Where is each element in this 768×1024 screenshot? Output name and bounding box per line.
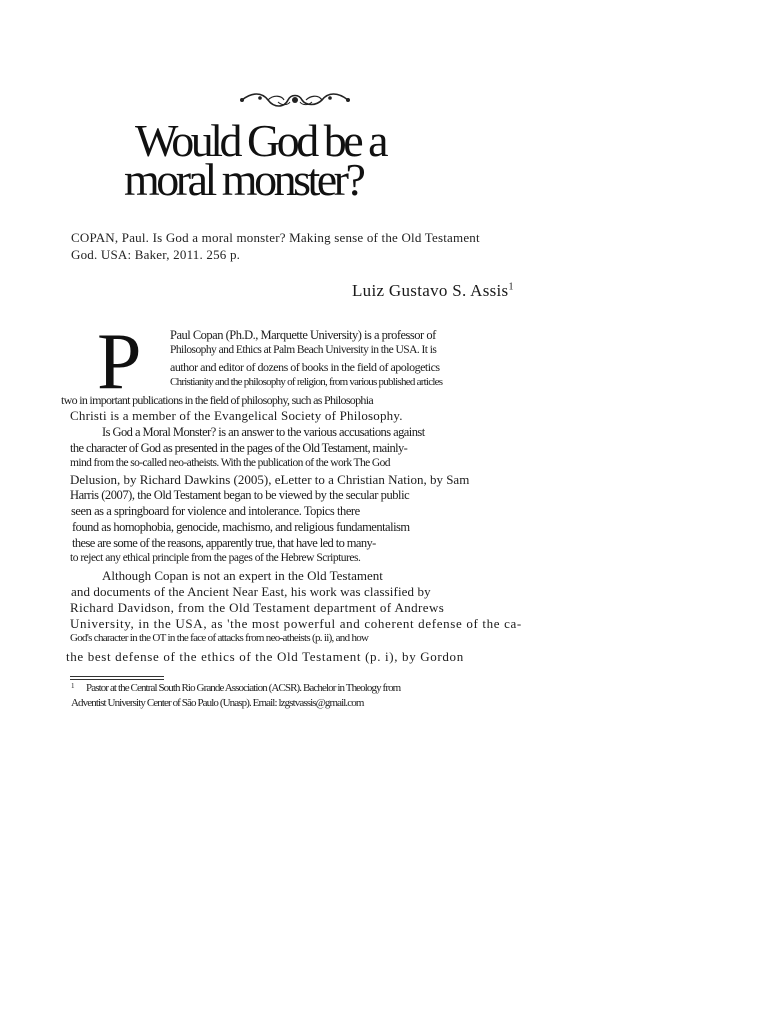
body-line: the character of God as presented in the pages of the Old Testament, mainly- bbox=[70, 441, 408, 455]
body-line: University, in the USA, as 'the most powerful and coherent defense of the ca- bbox=[70, 616, 522, 631]
body-line: Christianity and the philosophy of religion, from various published articles bbox=[170, 376, 443, 388]
body-line: God's character in the OT in the face of attacks from neo-atheists (p. ii), and how bbox=[70, 632, 369, 644]
author-footnote-marker: 1 bbox=[508, 281, 514, 293]
body-line: Delusion, by Richard Dawkins (2005), eLetter to a Christian Nation, by Sam bbox=[70, 472, 470, 487]
reference-line-1: COPAN, Paul. Is God a moral monster? Making sense of the Old Testament bbox=[71, 230, 480, 245]
drop-cap: P bbox=[97, 318, 142, 406]
body-line: Paul Copan (Ph.D., Marquette University) is a professor of bbox=[170, 328, 436, 342]
body-line: Although Copan is not an expert in the Old Testament bbox=[102, 568, 383, 583]
body-line: found as homophobia, genocide, machismo, and religious fundamentalism bbox=[72, 520, 410, 534]
body-line: Philosophy and Ethics at Palm Beach University in the USA. It is bbox=[170, 344, 437, 356]
author-name bbox=[352, 281, 514, 301]
footnote-number: 1 bbox=[71, 682, 75, 690]
body-line: to reject any ethical principle from the pages of the Hebrew Scriptures. bbox=[70, 552, 361, 564]
body-line: and documents of the Ancient Near East, his work was classified by bbox=[71, 584, 431, 599]
author-name-text: Luiz Gustavo S. Assis bbox=[352, 281, 509, 300]
body-line: the best defense of the ethics of the Old Testament (p. i), by Gordon bbox=[66, 649, 464, 664]
body-line: Harris (2007), the Old Testament began to be viewed by the secular public bbox=[70, 488, 410, 502]
footnote-line-2: Adventist University Center of São Paulo (Unasp). Email: lzgstvassis@gmail.com bbox=[71, 697, 364, 709]
page-title-line-1: Would God be a bbox=[135, 115, 386, 166]
reference-line-2: God. USA: Baker, 2011. 256 p. bbox=[71, 247, 241, 262]
ornament-divider bbox=[238, 90, 352, 110]
body-line: author and editor of dozens of books in the field of apologetics bbox=[170, 360, 440, 374]
body-line: Is God a Moral Monster? is an answer to the various accusations against bbox=[102, 425, 425, 439]
body-line: mind from the so-called neo-atheists. With the publication of the work The God bbox=[70, 457, 390, 469]
footnote-line-1: Pastor at the Central South Rio Grande Association (ACSR). Bachelor in Theology from bbox=[86, 682, 401, 694]
body-line: two in important publications in the field of philosophy, such as Philosophia bbox=[61, 393, 373, 407]
body-line: seen as a springboard for violence and intolerance. Topics there bbox=[71, 504, 360, 518]
body-line: Christi is a member of the Evangelical Society of Philosophy. bbox=[70, 408, 403, 423]
body-line: Richard Davidson, from the Old Testament department of Andrews bbox=[70, 600, 445, 615]
page-title-line-2: moral monster? bbox=[124, 154, 363, 205]
footnote-rule bbox=[70, 676, 164, 677]
body-line: these are some of the reasons, apparently true, that have led to many- bbox=[72, 536, 376, 550]
footnote-rule bbox=[70, 679, 164, 680]
